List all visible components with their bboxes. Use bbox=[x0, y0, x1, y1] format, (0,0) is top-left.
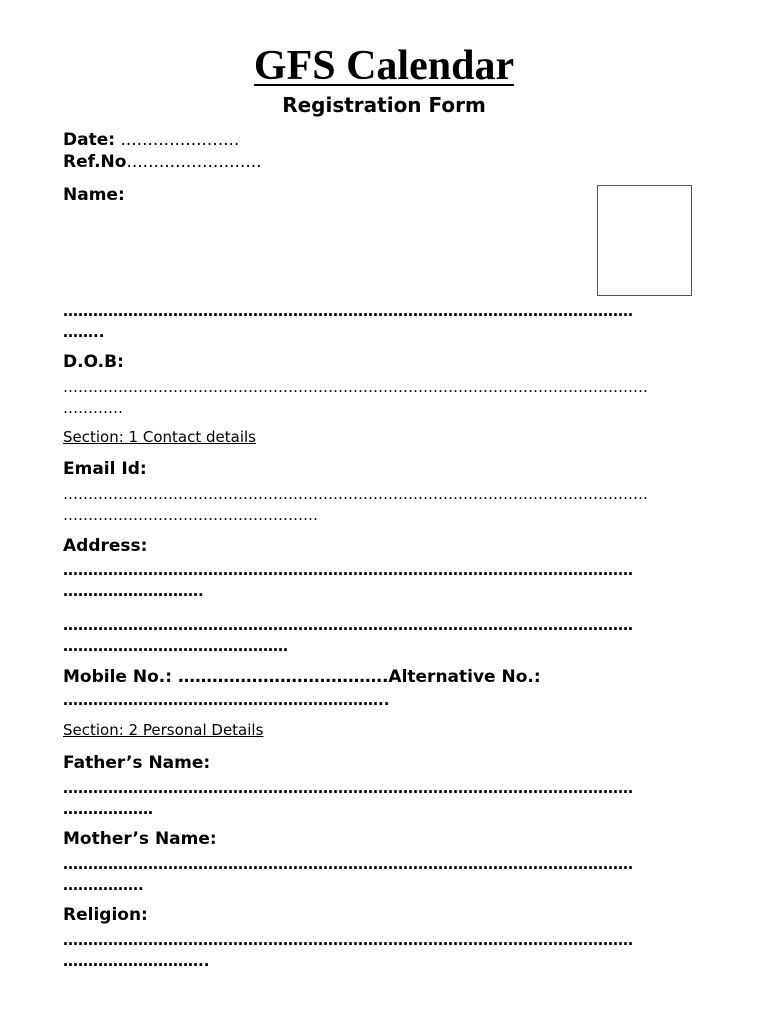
religion-dots-line[interactable]: …………………………………………………………………………………………………… bbox=[63, 931, 633, 949]
refno-dots[interactable]: ......................... bbox=[126, 152, 262, 172]
photo-box bbox=[597, 185, 692, 296]
religion-label: Religion: bbox=[63, 905, 148, 925]
mobile-dots[interactable]: ………………………………. bbox=[172, 667, 389, 687]
dob-dots-line-2[interactable]: ………… bbox=[63, 399, 123, 417]
address-dots-line-2[interactable]: ………………………. bbox=[63, 582, 204, 600]
address-label: Address: bbox=[63, 536, 148, 556]
address-dots-line-4[interactable]: ……………………………………… bbox=[63, 637, 288, 655]
refno-label: Ref.No bbox=[63, 152, 127, 172]
section-2-heading: Section: 2 Personal Details bbox=[63, 721, 264, 739]
mother-name-label: Mother’s Name: bbox=[63, 829, 217, 849]
alternative-dots-line[interactable]: ……………………………………………………….. bbox=[63, 691, 390, 709]
date-field bbox=[63, 129, 239, 151]
name-dots-line[interactable]: …………………………………………………………………………………………………… bbox=[63, 302, 633, 320]
mobile-field bbox=[63, 666, 541, 688]
dob-label: D.O.B: bbox=[63, 352, 124, 372]
email-dots-line[interactable]: ……………………………………………………………………………………………………… bbox=[63, 485, 648, 503]
name-dots-line-2[interactable]: …….. bbox=[63, 323, 105, 341]
date-dots[interactable]: ...................... bbox=[115, 130, 240, 150]
religion-dots-line-2[interactable]: ……………………….. bbox=[63, 952, 210, 970]
form-subtitle: Registration Form bbox=[282, 93, 486, 117]
address-dots-line[interactable]: …………………………………………………………………………………………………… bbox=[63, 561, 633, 579]
date-label: Date: bbox=[63, 130, 116, 150]
form-title: GFS Calendar bbox=[253, 43, 515, 89]
refno-field bbox=[63, 151, 262, 173]
email-dots-line-2[interactable]: …………………………………………… bbox=[63, 506, 318, 524]
mobile-label: Mobile No.: bbox=[63, 667, 173, 687]
alternative-label: Alternative No.: bbox=[388, 667, 541, 687]
email-label: Email Id: bbox=[63, 459, 147, 479]
section-1-heading: Section: 1 Contact details bbox=[63, 428, 256, 446]
mother-name-dots-line[interactable]: …………………………………………………………………………………………………… bbox=[63, 855, 633, 873]
dob-dots-line[interactable]: ……………………………………………………………………………………………………… bbox=[63, 378, 648, 396]
name-label: Name: bbox=[63, 185, 125, 205]
father-name-dots-line[interactable]: …………………………………………………………………………………………………… bbox=[63, 779, 633, 797]
mother-name-dots-line-2[interactable]: ……………. bbox=[63, 876, 144, 894]
address-dots-line-3[interactable]: …………………………………………………………………………………………………… bbox=[63, 616, 633, 634]
father-name-dots-line-2[interactable]: ……………… bbox=[63, 800, 153, 818]
father-name-label: Father’s Name: bbox=[63, 753, 211, 773]
